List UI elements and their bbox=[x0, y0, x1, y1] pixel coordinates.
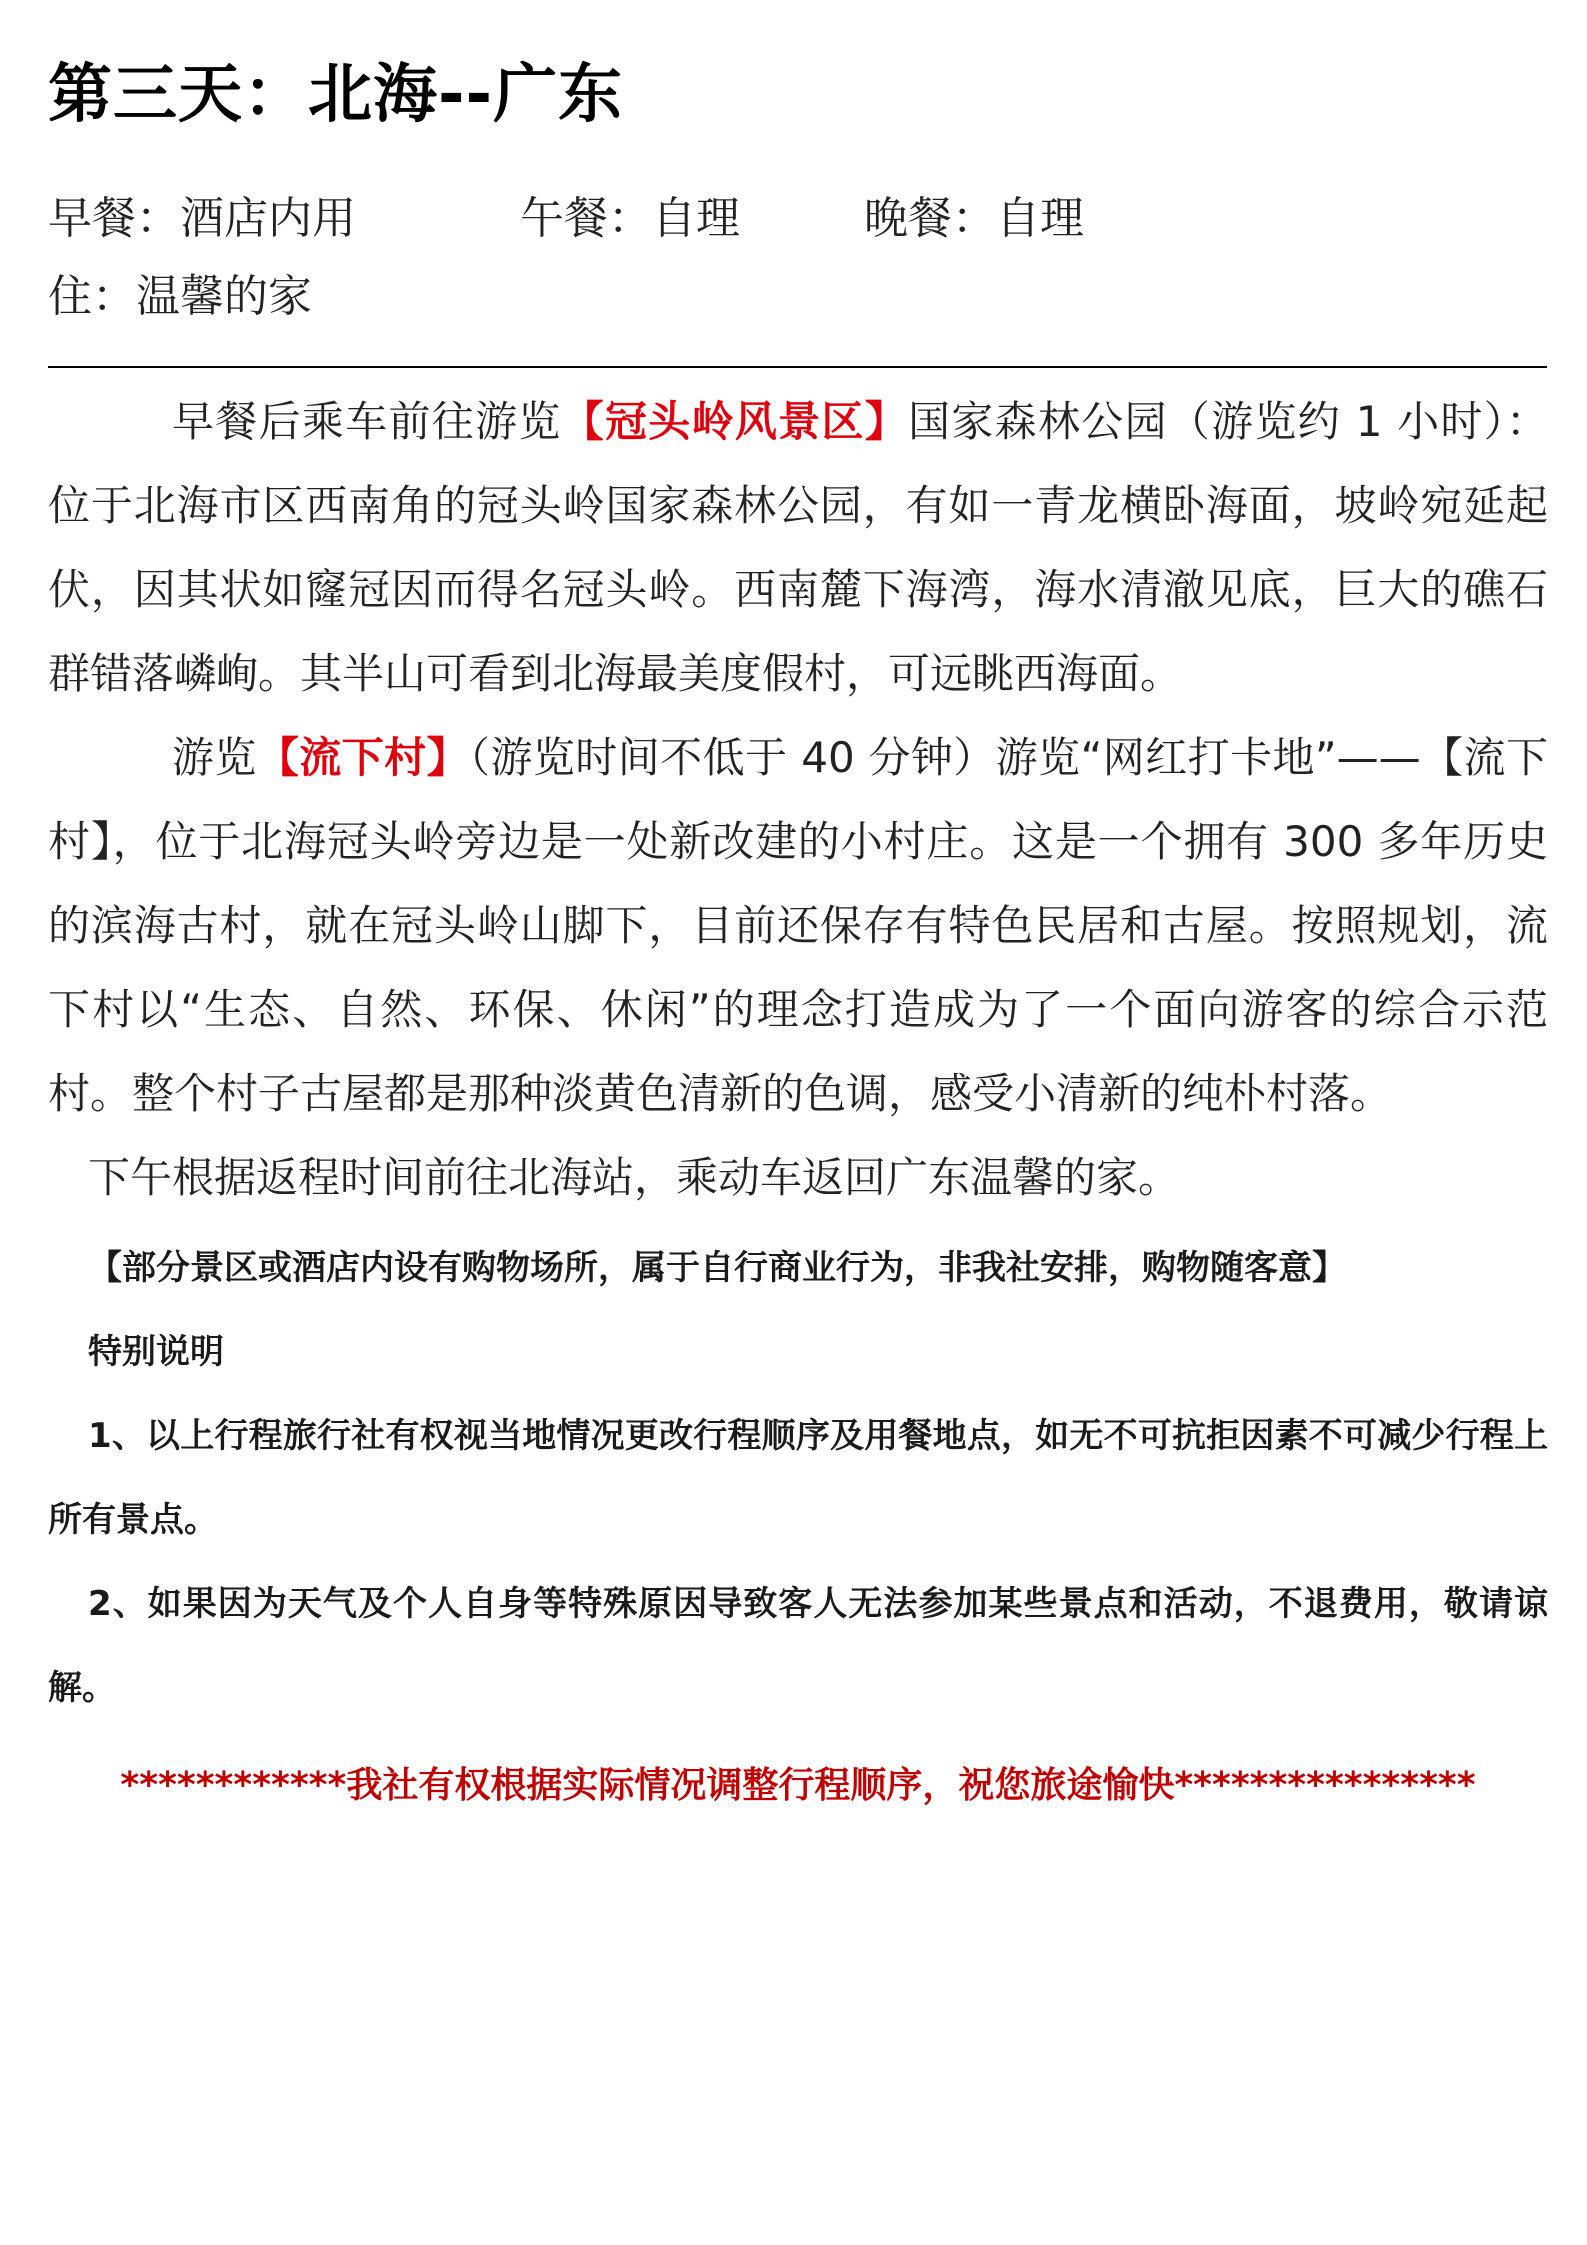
special-note-item: 2、如果因为天气及个人自身等特殊原因导致客人无法参加某些景点和活动，不退费用，敬请谅解。 bbox=[48, 1584, 1548, 1708]
paragraph-liuxiacun bbox=[48, 716, 1548, 1136]
shopping-notice: 【部分景区或酒店内设有购物场所，属于自行商业行为，非我社安排，购物随客意】 bbox=[88, 1248, 1346, 1288]
highlight-liuxiacun: 【流下村】 bbox=[256, 733, 470, 782]
itinerary-body bbox=[48, 380, 1548, 1220]
paragraph-return: 下午根据返程时间前往北海站，乘动车返回广东温馨的家。 bbox=[88, 1153, 1181, 1202]
notes-block bbox=[48, 1226, 1548, 1730]
meal-dinner: 晚餐：自理 bbox=[864, 193, 1084, 244]
special-notes-title: 特别说明 bbox=[88, 1332, 224, 1372]
paragraph-lead: 游览 bbox=[172, 733, 257, 782]
paragraph-text: （游览时间不低于 40 分钟）游览“网红打卡地”——【流下村】，位于北海冠头岭旁边是一处新改建的小村庄。这是一个拥有 300 多年历史的滨海古村，就在冠头岭山脚下，目前还保存有特色民居和古屋。按照规划，流下村以“生态、自然、环保、休闲”的理念打造成为了一个面向游客的综合示范村。整个村子古屋都是那种淡黄色清新的色调，感受小清新的纯朴村落。 bbox=[48, 733, 1548, 1118]
paragraph-guantouling bbox=[48, 380, 1548, 716]
special-note-item: 1、以上行程旅行社有权视当地情况更改行程顺序及用餐地点，如无不可抗拒因素不可减少行程上所有景点。 bbox=[48, 1416, 1548, 1540]
footer-note: ************我社有权根据实际情况调整行程顺序，祝您旅途愉快**************** bbox=[120, 1765, 1476, 1806]
meal-row bbox=[48, 180, 1548, 258]
meal-lunch: 午餐：自理 bbox=[520, 193, 740, 244]
paragraph-text: 国家森林公园（游览约 1 小时）：位于北海市区西南角的冠头岭国家森林公园，有如一青龙横卧海面，坡岭宛延起伏，因其状如窿冠因而得名冠头岭。西南麓下海湾，海水清澈见底，巨大的礁石群错落嶙峋。其半山可看到北海最美度假村，可远眺西海面。 bbox=[48, 397, 1548, 698]
day-title: 第三天：北海--广东 bbox=[48, 58, 624, 132]
divider-line bbox=[48, 366, 1547, 368]
meals-block bbox=[48, 180, 1548, 336]
highlight-guantouling: 【冠头岭风景区】 bbox=[561, 397, 909, 446]
lodging-row bbox=[48, 258, 1548, 336]
lodging: 住：温馨的家 bbox=[48, 271, 312, 322]
paragraph-lead: 早餐后乘车前往游览 bbox=[172, 397, 562, 446]
meal-breakfast: 早餐：酒店内用 bbox=[48, 193, 356, 244]
itinerary-page bbox=[48, 40, 1548, 1828]
